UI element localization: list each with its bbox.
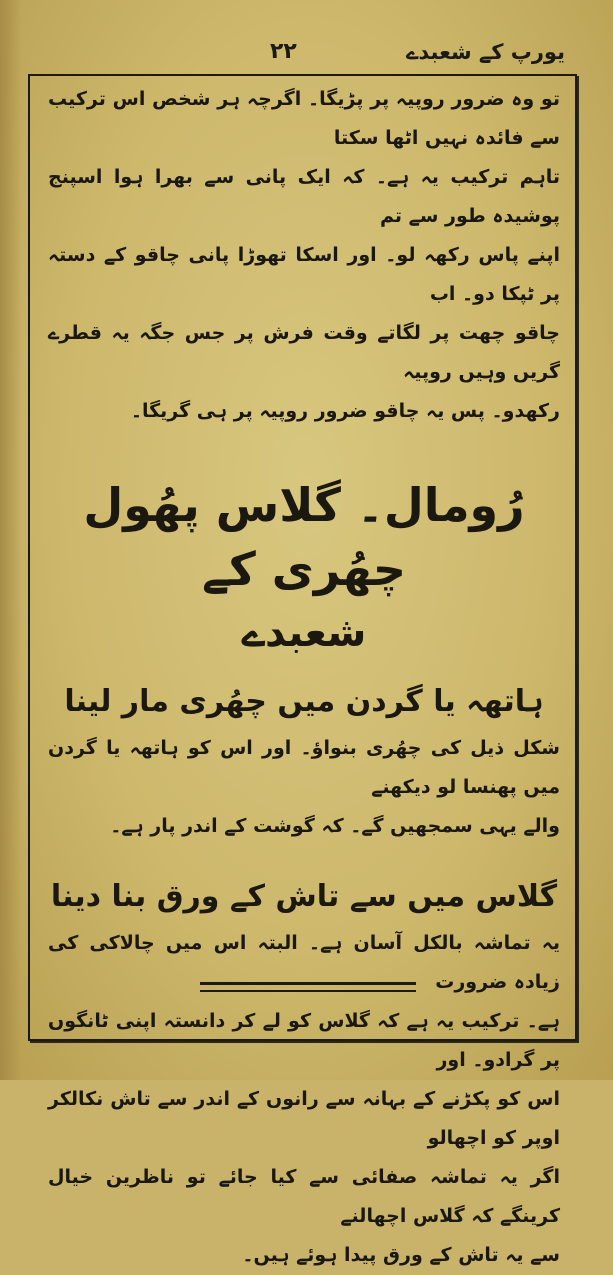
text-line: تو وہ ضرور روپیہ پر پڑیگا۔ اگرچہ ہر شخص اس ترکیب سے فائدہ نہیں اٹھا سکتا [48,88,560,149]
section-paragraph-glass [48,924,560,1275]
closing-rule-thick [200,982,416,985]
chapter-subtitle: شعبدے [241,610,367,656]
text-line: شکل ذیل کی چھُری بنواؤ۔ اور اس کو ہاتھہ یا گردن میں پھنسا لو دیکھنے [48,737,560,798]
closing-rule-thin [200,990,416,992]
text-line: اگر یہ تماشہ صفائی سے کیا جائے تو ناظرین خیال کرینگے کہ گلاس اچھالنے [48,1166,560,1227]
running-title: یورپ کے شعبدے [406,40,565,64]
text-line: چاقو چھت پر لگاتے وقت فرش پر جس جگہ یہ قطرے گریں وہیں روپیہ [48,322,560,383]
text-line: سے یہ تاش کے ورق پیدا ہوئے ہیں۔ [242,1244,560,1266]
text-line: والے یہی سمجھیں گے۔ کہ گوشت کے اندر پار ہے۔ [110,815,560,837]
text-line: اس کو پکڑنے کے بہانہ سے رانوں کے اندر سے تاش نکالکر اوپر کو اچھالو [48,1088,560,1149]
chapter-title: رُومال۔ گلاس پھُول چھُری کے [83,478,525,596]
page-edge-shadow [0,0,22,1080]
page-content [48,80,560,1275]
intro-paragraph [48,80,560,431]
section-paragraph-knife [48,729,560,846]
text-line: اپنے پاس رکھہ لو۔ اور اسکا تھوڑا پانی چاقو کے دستہ پر ٹپکا دو۔ اب [48,244,560,305]
section-heading-glass: گلاس میں سے تاش کے ورق بنا دینا [50,879,558,914]
running-header [0,34,613,70]
text-line: تاہم ترکیب یہ ہے۔ کہ ایک پانی سے بھرا ہوا اسپنج پوشیدہ طور سے تم [48,166,560,227]
text-line: ہے۔ ترکیب یہ ہے کہ گلاس کو لے کر دانستہ اپنی ٹانگوں پر گرادو۔ اور [48,1010,560,1071]
text-line: یہ تماشہ بالکل آسان ہے۔ البتہ اس میں چالاکی کی زیادہ ضرورت [48,932,560,993]
section-heading-knife: ہاتھہ یا گردن میں چھُری مار لینا [64,684,544,719]
page-number: ۲۲ [270,39,297,64]
text-line: رکھدو۔ پس یہ چاقو ضرور روپیہ پر ہی گریگا۔ [130,400,560,422]
